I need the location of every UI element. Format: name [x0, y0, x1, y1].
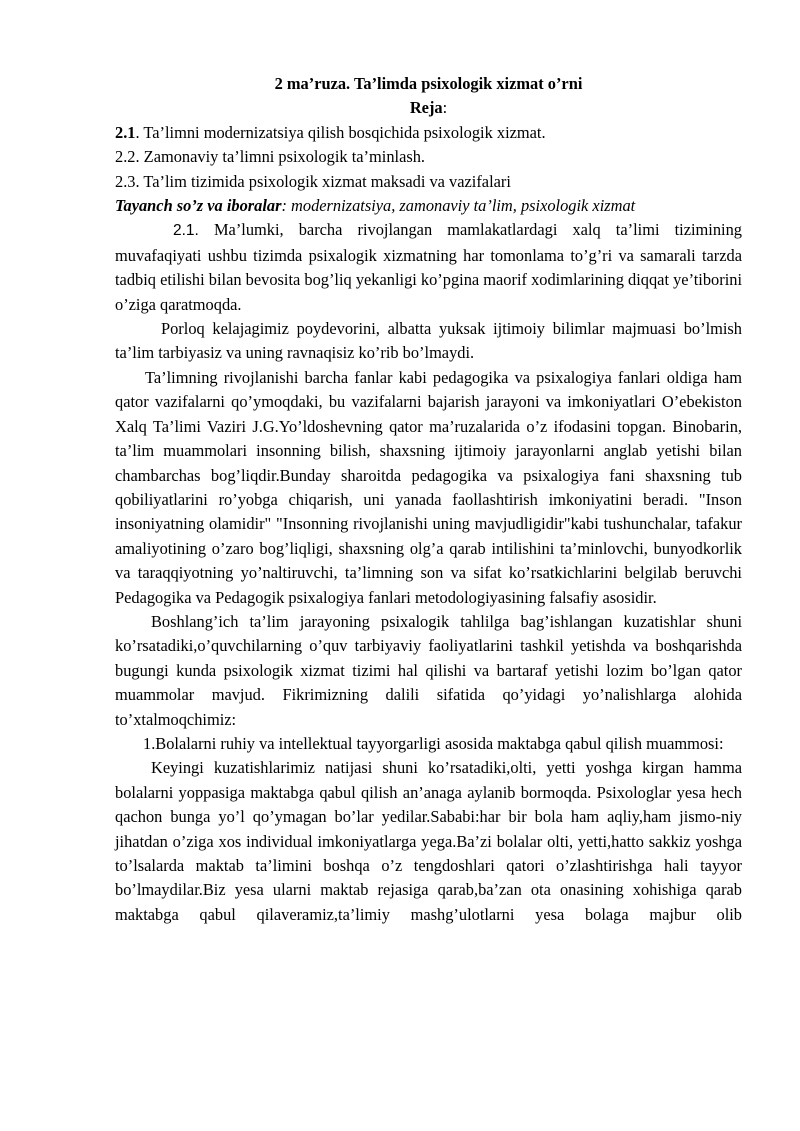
keywords-label: Tayanch so’z va iboralar	[115, 196, 282, 216]
document-page	[115, 72, 742, 927]
paragraph-4: Boshlang’ich ta’lim jarayoning psixalogik tahlilga bag’ishlangan kuzatishlar shuni ko’rsatadiki,o’quvchilarning o’quv tarbiyaviy faoliyatlarini tashkil yetishda va boshqarishda bugungi kunda psixologik xizmat tizimi hal qilishi va bartaraf yetishi lozim bo’lgan qator muammolar mavjud. Fikrimizning dalili sifatida qo’yidagi yo’nalishlarga alohida to’xtalmoqchimiz:	[115, 611, 742, 729]
plan-colon: :	[442, 98, 448, 118]
plan-heading	[115, 96, 742, 120]
plan-item-2: 2.2. Zamonaviy ta’limni psixologik ta’minlash.	[115, 147, 426, 167]
paragraph-1-text: Ma’lumki, barcha rivojlangan mamlakatlardagi xalq ta’limi tizimining muvafaqiyati ushbu tizimda psixalogik xizmatning har tomonlama to’g’ri va samarali tarzda tadbiq etilishi bilan bevosita bog’liq yekanligi ko’pgina maorif xodimlarining diqqat ye’tiborini o’ziga qaratmoqda.	[115, 220, 742, 314]
paragraph-3: Ta’limning rivojlanishi barcha fanlar kabi pedagogika va psixalogiya fanlari oldiga ham qator vazifalarni qo’ymoqdaki, bu vazifalarni bajarish jarayoni va imkoniyatlari O’ebekiston Xalq Ta’limi Vaziri J.G.Yo’ldoshevning qator ma’ruzalarida o’z ifodasini topgan. Binobarin, ta’lim muammolari insonning bilish, shaxsning ijtimoiy jarayonlarni anglab yetishi bilan chambarchas bog’liqdir.Bunday sharoitda pedagogika va psixalogiya fani shaxsning tub qobiliyatlarini ro’yobga chiqarish, uni yanada faollashtirish imkoniyatini beradi. "Inson insoniyatning olamidir" "Insonning rivojlanishi uning mavjudligidir"kabi tushunchalar, tafakur amaliyotining o’zaro bog’liqligi, shaxsning olg’a qarab intilishini ta’minlovchi, bunyodkorlik va taraqqiyotning yo’naltiruvchi, ta’limning son va sifat ko’rsatkichlarini belgilab beruvchi Pedagogika va Pedagogik psixalogiya fanlari metodologiyasining falsafiy asosidir.	[115, 367, 742, 607]
paragraph-5: 1.Bolalarni ruhiy va intellektual tayyorgarligi asosida maktabga qabul qilish muammosi:	[143, 733, 724, 753]
plan-item-1-text: . Ta’limni modernizatsiya qilish bosqichida psixologik xizmat.	[135, 122, 546, 142]
section-number: 2.1.	[173, 222, 199, 240]
keywords-line	[115, 194, 742, 218]
plan-item-1	[115, 121, 742, 145]
paragraph-1	[115, 218, 742, 317]
lecture-title: 2 ma’ruza. Ta’limda psixologik xizmat o’rni	[274, 74, 583, 93]
paragraph-2: Porloq kelajagimiz poydevorini, albatta yuksak ijtimoiy bilimlar majmuasi bo’lmish ta’lim tarbiyasiz va uning ravnaqisiz ko’rib bo’lmaydi.	[115, 319, 742, 363]
paragraph-6: Keyingi kuzatishlarimiz natijasi shuni ko’rsatadiki,olti, yetti yoshga kirgan hamma bolalarni yoppasiga maktabga qabul qilish an’anaga aylanib bormoqda. Psixologlar yesa hech qachon bunga yo’l qo’ymagan bo’lar yedilar.Sababi:har bir bola ham aqliy,ham jismo-niy jihatdan o’ziga xos individual imkoniyatlarga yega.Ba’zi bolalar olti, yetti,hatto sakkiz yoshga to’lsalarda maktab ta’limini boshqa o’z tengdoshlari qatori o’zlashtirishga hali tayyor bo’lmaydilar.Biz yesa ularni maktab rejasiga qarab,ba’zan ota onasining xohishiga qarab maktabga qabul qilaveramiz,ta’limiy mashg’ulotlarni yesa bolaga majbur olib	[115, 758, 742, 924]
plan-item-3: 2.3. Ta’lim tizimida psixologik xizmat maksadi va vazifalari	[115, 171, 511, 191]
plan-label: Reja	[409, 98, 443, 118]
keywords-text: : modernizatsiya, zamonaviy ta’lim, psixologik xizmat	[281, 196, 636, 216]
plan-item-1-number: 2.1	[115, 122, 136, 142]
